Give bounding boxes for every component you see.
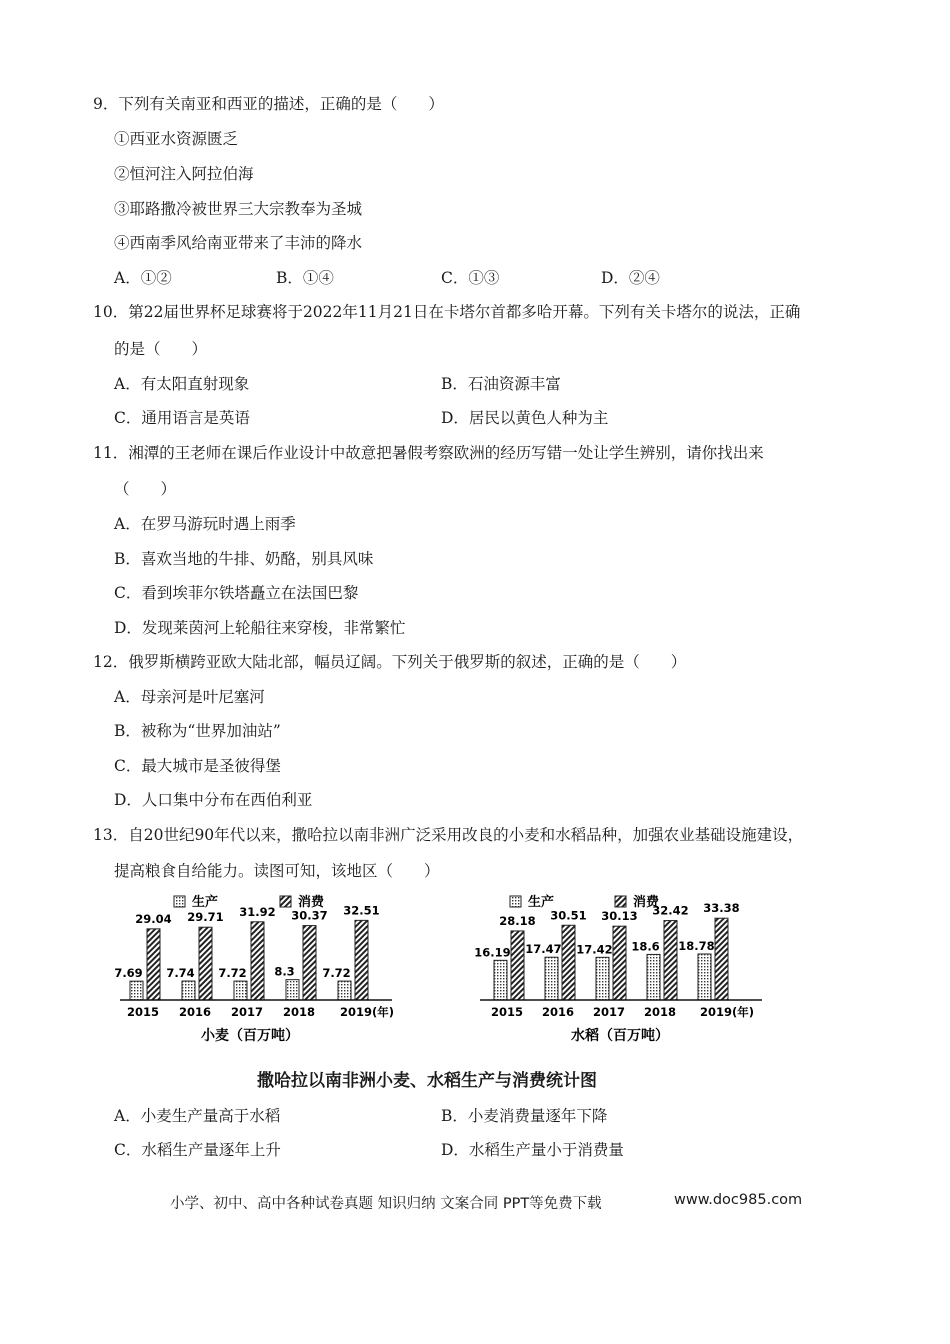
legend-label-production: 生产 <box>528 895 555 910</box>
data-label-production: 18.78 <box>678 938 715 953</box>
q11-option-c: C．看到埃菲尔铁塔矗立在法国巴黎 <box>114 584 359 602</box>
data-label-production: 8.3 <box>274 964 295 979</box>
data-label-production: 7.74 <box>166 966 195 981</box>
bar-production-2019 <box>338 981 351 1000</box>
q13-option-a: A．小麦生产量高于水稻 <box>114 1107 281 1125</box>
rice-chart <box>470 888 770 1048</box>
bar-production-2018 <box>286 980 299 1000</box>
q11-option-b: B．喜欢当地的牛排、奶酪，别具风味 <box>114 550 374 568</box>
q10-option-a: A．有太阳直射现象 <box>114 375 250 393</box>
legend-label-production: 生产 <box>192 895 219 910</box>
bar-consumption-2016 <box>199 927 212 1000</box>
statement-3: ③耶路撒冷被世界三大宗教奉为圣城 <box>114 200 363 218</box>
q9-option-b: B．①④ <box>276 269 334 287</box>
wheat-chart <box>110 888 400 1048</box>
bar-consumption-2015 <box>511 931 524 1000</box>
data-label-consumption: 29.04 <box>135 911 172 926</box>
legend-swatch-consumption <box>280 896 291 907</box>
tick-label: 2015 <box>490 1005 524 1019</box>
legend-swatch-production <box>174 896 185 907</box>
bar-production-2015 <box>494 960 507 1000</box>
data-label-consumption: 30.37 <box>291 908 328 923</box>
q9-option-d: D．②④ <box>601 269 660 287</box>
question-10-stem-line1: 10．第22届世界杯足球赛将于2022年11月21日在卡塔尔首都多哈开幕。下列有关卡塔尔的说法，正确 <box>93 303 801 321</box>
data-label-consumption: 31.92 <box>239 904 276 919</box>
q11-option-a: A．在罗马游玩时遇上雨季 <box>114 515 296 533</box>
data-label-consumption: 29.71 <box>187 910 224 925</box>
statement-2: ②恒河注入阿拉伯海 <box>114 165 254 183</box>
data-label-consumption: 32.42 <box>652 903 689 918</box>
bar-consumption-2017 <box>613 926 626 1000</box>
data-label-production: 17.47 <box>525 942 562 957</box>
q13-option-c: C．水稻生产量逐年上升 <box>114 1141 281 1159</box>
tick-label: 2016 <box>178 1005 212 1019</box>
figure-title: 撒哈拉以南非洲小麦、水稻生产与消费统计图 <box>257 1071 597 1091</box>
tick-label: 2017 <box>592 1005 626 1019</box>
tick-label: 2016 <box>541 1005 575 1019</box>
question-12-stem: 12．俄罗斯横跨亚欧大陆北部，幅员辽阔。下列关于俄罗斯的叙述，正确的是（ ） <box>93 653 687 671</box>
question-10-stem-line2: 的是（ ） <box>114 340 208 358</box>
statement-4: ④西南季风给南亚带来了丰沛的降水 <box>114 234 363 252</box>
chart-title: 小麦（百万吨） <box>201 1028 299 1044</box>
q12-option-c: C．最大城市是圣彼得堡 <box>114 757 281 775</box>
data-label-production: 17.42 <box>576 942 613 957</box>
q12-option-b: B．被称为“世界加油站” <box>114 722 281 740</box>
q9-option-c: C．①③ <box>441 269 500 287</box>
bar-consumption-2018 <box>303 926 316 1000</box>
q12-option-d: D．人口集中分布在西伯利亚 <box>114 791 313 809</box>
q12-option-a: A．母亲河是叶尼塞河 <box>114 688 265 706</box>
bar-production-2016 <box>545 957 558 1000</box>
q10-option-d: D．居民以黄色人种为主 <box>441 409 609 427</box>
legend-label-consumption: 消费 <box>298 895 325 910</box>
tick-label: 2019(年) <box>700 1005 755 1019</box>
question-9-stem: 9．下列有关南亚和西亚的描述，正确的是（ ） <box>93 95 444 113</box>
bar-production-2015 <box>130 981 143 1000</box>
chart-title: 水稻（百万吨） <box>571 1028 669 1044</box>
footer-text: 小学、初中、高中各种试卷真题 知识归纳 文案合同 PPT等免费下载 <box>170 1196 602 1212</box>
q13-option-b: B．小麦消费量逐年下降 <box>441 1107 608 1125</box>
q11-option-d: D．发现莱茵河上轮船往来穿梭，非常繁忙 <box>114 619 406 637</box>
legend-swatch-consumption <box>615 896 626 907</box>
tick-label: 2018 <box>282 1005 316 1019</box>
legend-label-consumption: 消费 <box>633 895 660 910</box>
bar-production-2019 <box>698 954 711 1000</box>
statement-1: ①西亚水资源匮乏 <box>114 130 239 148</box>
bar-consumption-2019 <box>715 918 728 1000</box>
legend-swatch-production <box>510 896 521 907</box>
question-13-stem-line2: 提高粮食自给能力。读图可知，该地区（ ） <box>114 862 440 880</box>
data-label-consumption: 28.18 <box>499 913 536 928</box>
bar-consumption-2017 <box>251 922 264 1000</box>
bar-consumption-2018 <box>664 921 677 1000</box>
question-11-stem-line2: （ ） <box>114 480 177 498</box>
tick-label: 2019(年) <box>340 1005 395 1019</box>
q9-option-a: A．①② <box>114 269 172 287</box>
bar-consumption-2019 <box>355 920 368 1000</box>
q10-option-b: B．石油资源丰富 <box>441 375 561 393</box>
question-13-stem-line1: 13．自20世纪90年代以来，撒哈拉以南非洲广泛采用改良的小麦和水稻品种，加强农业基础设施建设， <box>93 826 804 844</box>
tick-label: 2017 <box>230 1005 264 1019</box>
data-label-consumption: 30.13 <box>601 909 638 924</box>
bar-consumption-2015 <box>147 929 160 1000</box>
bar-production-2016 <box>182 981 195 1000</box>
q10-option-c: C．通用语言是英语 <box>114 409 250 427</box>
q13-option-d: D．水稻生产量小于消费量 <box>441 1141 624 1159</box>
data-label-consumption: 33.38 <box>703 901 740 916</box>
tick-label: 2018 <box>643 1005 677 1019</box>
data-label-production: 7.72 <box>322 966 351 981</box>
bar-production-2017 <box>234 981 247 1000</box>
tick-label: 2015 <box>126 1005 160 1019</box>
data-label-consumption: 30.51 <box>550 908 587 923</box>
data-label-production: 7.69 <box>114 966 143 981</box>
question-11-stem-line1: 11．湘潭的王老师在课后作业设计中故意把暑假考察欧洲的经历写错一处让学生辨别，请你找出来 <box>93 444 764 462</box>
data-label-production: 7.72 <box>218 966 247 981</box>
footer-url[interactable]: www.doc985.com <box>674 1192 803 1208</box>
data-label-production: 16.19 <box>474 945 511 960</box>
data-label-consumption: 32.51 <box>343 903 380 918</box>
bar-production-2018 <box>647 954 660 1000</box>
bar-production-2017 <box>596 957 609 1000</box>
bar-consumption-2016 <box>562 925 575 1000</box>
data-label-production: 18.6 <box>631 939 660 954</box>
